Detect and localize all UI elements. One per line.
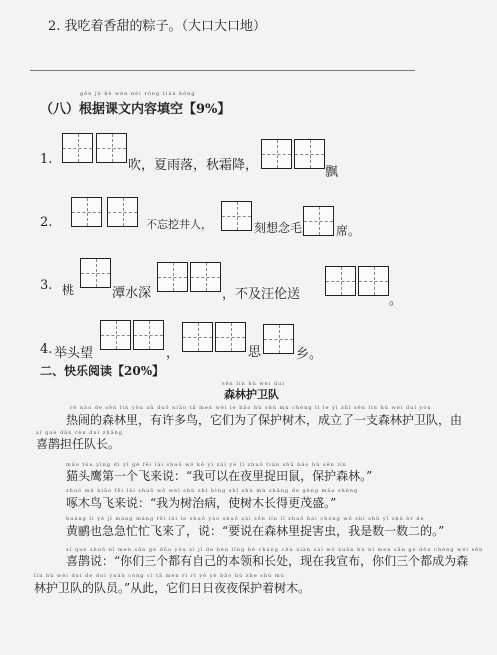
q2-answer-box[interactable]	[221, 201, 252, 231]
p5-pinyin: xǐ què shuō nǐ men sān gè dōu yǒu zì jǐ de běn lǐng hé cháng chù xiàn zài wǒ xuān bù nǐ men sān gè dōu chéng wéi sēn	[66, 547, 484, 553]
q2-text-a: 不忘挖井人，	[146, 218, 212, 231]
q3-answer-box[interactable]	[190, 262, 221, 292]
q3-text-c: ，不及汪伦送	[222, 287, 301, 302]
q3-text-d: 。	[389, 293, 403, 308]
p1-line-a: 热闹的森林里，有许多鸟，它们为了保护树木，成立了一支森林护卫队，由	[66, 413, 463, 427]
p4-pinyin: huáng lí yě jí máng máng fēi lái le shuō yào shuō zài sēn lín lǐ zhuō hài chóng wǒ shì shǔ yī shǔ èr de	[66, 516, 425, 522]
section8-title: （八）根据课文内容填空【9%】	[40, 102, 231, 117]
p6-line: 林护卫队的队员。”从此，它们日日夜夜保护着树木。	[34, 581, 311, 595]
q4-number: 4.	[40, 342, 53, 357]
story-title: 森林护卫队	[224, 388, 279, 401]
p4-line: 黄鹂也急急忙忙飞来了，说：“要说在森林里捉害虫，我是数一数二的。”	[66, 524, 445, 538]
q2-answer-box[interactable]	[303, 206, 334, 236]
p1-pinyin: rè nào de sēn lín yǒu xǔ duō niǎo tā men wèi le bǎo hù shù mù chéng lì le yì zhī sēn lín hù wèi duì yóu	[70, 405, 432, 411]
q1-answer-box[interactable]	[294, 139, 325, 169]
p3-pinyin: zhuó mù niǎo fēi lái shuō wǒ wèi shù zhì bìng shǐ shù mù zhǎng de gèng mào shèng	[66, 488, 359, 494]
q4-text-b: ，	[166, 346, 180, 361]
p3-line: 啄木鸟飞来说：“我为树治病，使树木长得更茂盛。”	[66, 496, 337, 510]
q3-text-a: 桃	[62, 283, 75, 297]
q3-answer-box[interactable]	[80, 258, 111, 288]
q3-text-b: 潭水深	[112, 286, 152, 301]
q1-answer-box[interactable]	[62, 133, 93, 163]
item-number: 2.	[48, 19, 61, 34]
p2-line: 猫头鹰第一个飞来说：“我可以在夜里捉田鼠，保护森林。”	[66, 469, 373, 483]
p6-pinyin: lín hù wèi duì de duì yuán cóng cǐ tā men rì rì yè yè bǎo hù zhe shù mù	[34, 573, 285, 579]
q2-answer-box[interactable]	[107, 197, 138, 227]
q2-text-c: 席。	[336, 224, 361, 238]
q1-text-a: 吹，夏雨落，秋霜降，	[128, 158, 259, 173]
q2-number: 2.	[40, 215, 53, 230]
q2-text-b: 刻想念毛	[254, 221, 303, 235]
q4-text-c: 思	[248, 345, 262, 360]
q1-answer-box[interactable]	[261, 139, 292, 169]
q2-answer-box[interactable]	[71, 197, 102, 227]
story-title-pinyin: sēn lín hù wèi duì	[222, 381, 285, 387]
q3-answer-box[interactable]	[358, 266, 389, 296]
q1-answer-box[interactable]	[96, 133, 127, 163]
q1-number: 1.	[40, 152, 53, 167]
section2-title: 二、快乐阅读【20%】	[40, 364, 165, 378]
p2-pinyin: māo tóu yīng dì yī gè fēi lái shuō wǒ kě yǐ zài yè lǐ zhuō tián shǔ bǎo hù sēn lín	[66, 462, 347, 468]
q3-answer-box[interactable]	[157, 262, 188, 292]
q3-number: 3.	[40, 278, 53, 293]
q4-answer-box[interactable]	[133, 320, 164, 350]
q1-text-b: 飘	[325, 165, 339, 180]
q4-answer-box[interactable]	[100, 320, 131, 350]
p1-line-b: 喜鹊担任队长。	[36, 437, 121, 451]
sentence-text: 我吃着香甜的粽子。（大口大口地）	[64, 19, 267, 34]
p1b-pinyin: xǐ què dān rèn duì zhǎng	[36, 430, 123, 436]
q4-answer-box[interactable]	[263, 324, 294, 354]
sentence-2	[48, 15, 266, 34]
section8-pinyin: gēn jù kè wén nèi róng tián kòng	[80, 91, 196, 97]
q4-text-d: 乡。	[296, 347, 323, 362]
q4-answer-box[interactable]	[182, 322, 213, 352]
q4-answer-box[interactable]	[215, 322, 246, 352]
p5-line: 喜鹊说：“你们三个都有自己的本领和长处，现在我宣布，你们三个都成为森	[66, 554, 469, 568]
q4-text-a: 举头望	[54, 346, 94, 361]
q3-answer-box[interactable]	[325, 266, 356, 296]
divider	[30, 70, 415, 71]
